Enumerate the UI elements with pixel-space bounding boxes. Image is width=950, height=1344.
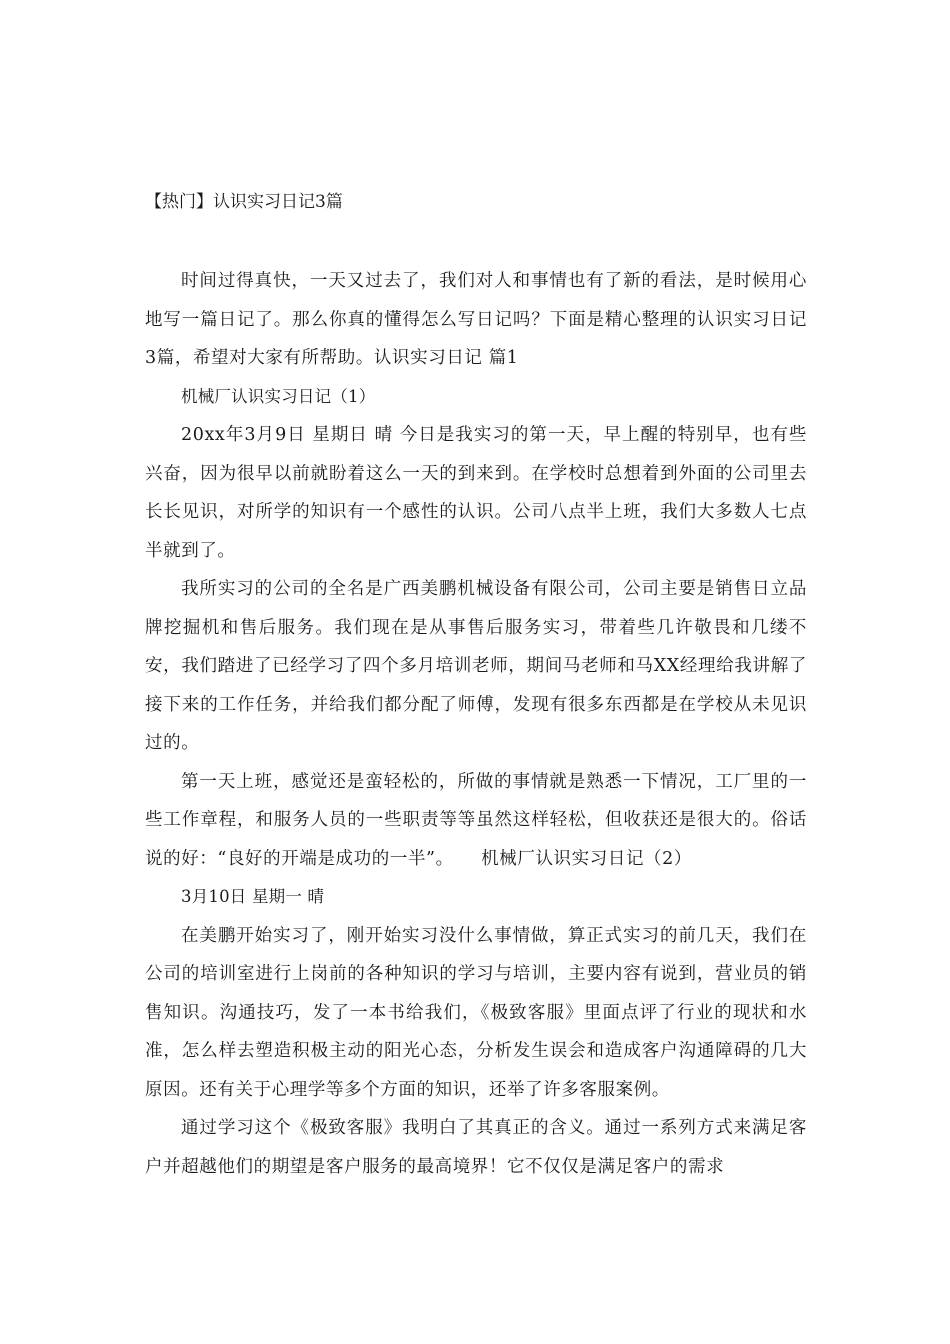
- paragraph-intro: 时间过得真快，一天又过去了，我们对人和事情也有了新的看法，是时候用心地写一篇日记了。那么你真的懂得怎么写日记吗？下面是精心整理的认识实习日记3篇，希望对大家有所帮助。认识实习日记 篇1: [145, 271, 807, 368]
- paragraph-first-day: 第一天上班，感觉还是蛮轻松的，所做的事情就是熟悉一下情况，工厂里的一些工作章程，和服务人员的一些职责等等虽然这样轻松，但收获还是很大的。俗话说的好：“良好的开端是成功的一半”。 机械厂认识实习日记（2）: [145, 771, 807, 869]
- document-page: [145, 188, 807, 1186]
- paragraph-day-1: 20xx年3月9日 星期日 晴 今日是我实习的第一天，早上醒的特别早，也有些兴奋，因为很早以前就盼着这么一天的到来到。在学校时总想着到外面的公司里去长长见识，对所学的知识有一个感性的认识。公司八点半上班，我们大多数人七点半就到了。: [145, 425, 807, 561]
- paragraph-heading-diary-1: 机械厂认识实习日记（1）: [181, 386, 376, 406]
- paragraph-company: 我所实习的公司的全名是广西美鹏机械设备有限公司，公司主要是销售日立品牌挖掘机和售后服务。我们现在是从事售后服务实习，带着些几许敬畏和几缕不安，我们踏进了已经学习了四个多月培训老师，期间马老师和马XX经理给我讲解了接下来的工作任务，并给我们都分配了师傅，发现有很多东西都是在学校从未见识过的。: [145, 579, 807, 753]
- document-title: 【热门】认识实习日记3篇: [145, 192, 343, 212]
- paragraph-date-heading: 3月10日 星期一 晴: [181, 887, 325, 906]
- paragraph-customer-service: 通过学习这个《极致客服》我明白了其真正的含义。通过一系列方式来满足客户并超越他们的期望是客户服务的最高境界！它不仅仅是满足客户的需求: [145, 1118, 807, 1177]
- paragraph-training: 在美鹏开始实习了，刚开始实习没什么事情做，算正式实习的前几天，我们在公司的培训室进行上岗前的各种知识的学习与培训，主要内容有说到，营业员的销售知识。沟通技巧，发了一本书给我们，《极致客服》里面点评了行业的现状和水准，怎么样去塑造积极主动的阳光心态，分析发生误会和造成客户沟通障碍的几大原因。还有关于心理学等多个方面的知识，还举了许多客服案例。: [145, 925, 807, 1100]
